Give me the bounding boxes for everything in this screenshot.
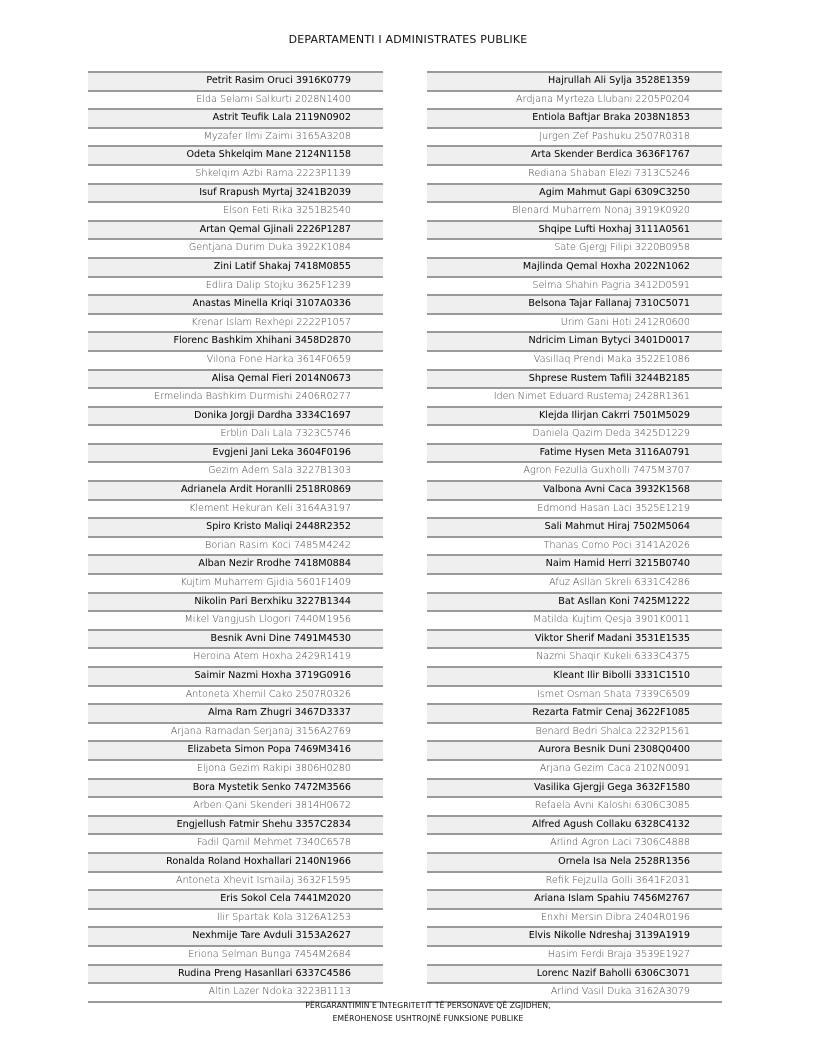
page-header: DEPARTAMENTI I ADMINISTRATES PUBLIKE — [288, 33, 528, 46]
name-entry: Altin Lazer Ndoka 3223B1113 — [88, 982, 383, 1003]
name-entry: Blenard Muharrem Nonaj 3919K0920 — [427, 201, 722, 220]
name-entry: Shqipe Lufti Hoxhaj 3111A0561 — [427, 220, 722, 239]
name-entry: Ardjana Myrteza Llubani 2205P0204 — [427, 90, 722, 109]
name-entry: Afuz Asllan Skreli 6331C4286 — [427, 573, 722, 592]
name-entry: Adrianela Ardit Horanlli 2518R0869 — [88, 480, 383, 499]
name-entry: Vilona Fone Harka 3614F0659 — [88, 350, 383, 369]
name-entry: Alisa Qemal Fieri 2014N0673 — [88, 369, 383, 388]
name-entry: Fadil Qamil Mehmet 7340C6578 — [88, 833, 383, 852]
left-name-column — [88, 71, 383, 1003]
name-entry: Entiola Baftjar Braka 2038N1853 — [427, 108, 722, 127]
name-entry: Kujtim Muharrem Gjidia 5601F1409 — [88, 573, 383, 592]
name-entry: Agron Fezulla Guxholli 7475M3707 — [427, 461, 722, 480]
name-entry: Sali Mahmut Hiraj 7502M5064 — [427, 517, 722, 536]
name-entry: Aurora Besnik Duni 2308Q0400 — [427, 740, 722, 759]
name-entry: Ornela Isa Nela 2528R1356 — [427, 852, 722, 871]
name-entry: Belsona Tajar Fallanaj 7310C5071 — [427, 294, 722, 313]
name-entry: Majlinda Qemal Hoxha 2022N1062 — [427, 257, 722, 276]
name-entry: Isuf Rrapush Myrtaj 3241B2039 — [88, 183, 383, 202]
name-entry: Anastas Minella Kriqi 3107A0336 — [88, 294, 383, 313]
name-entry: Arjana Ramadan Serjanaj 3156A2769 — [88, 722, 383, 741]
name-entry: Agim Mahmut Gapi 6309C3250 — [427, 183, 722, 202]
name-entry: Elda Selami Salkurti 2028N1400 — [88, 90, 383, 109]
name-entry: Klejda Ilirjan Cakrri 7501M5029 — [427, 406, 722, 425]
name-entry: Borian Rasim Koci 7485M4242 — [88, 536, 383, 555]
name-entry: Heroina Atem Hoxha 2429R1419 — [88, 647, 383, 666]
name-entry: Astrit Teufik Lala 2119N0902 — [88, 108, 383, 127]
name-entry: Edmond Hasan Laci 3525E1219 — [427, 499, 722, 518]
name-entry: Bat Asllan Koni 7425M1222 — [427, 592, 722, 611]
name-entry: Krenar Islam Rexhepi 2222P1057 — [88, 313, 383, 332]
name-entry: Viktor Sherif Madani 3531E1535 — [427, 629, 722, 648]
name-entry: Gentjana Durim Duka 3922K1084 — [88, 238, 383, 257]
name-entry: Iden Nimet Eduard Rustemaj 2428R1361 — [427, 387, 722, 406]
name-entry: Spiro Kristo Maliqi 2448R2352 — [88, 517, 383, 536]
name-entry: Enxhi Mersin Dibra 2404R0196 — [427, 908, 722, 927]
name-entry: Besnik Avni Dine 7491M4530 — [88, 629, 383, 648]
name-entry: Matilda Kujtim Qesja 3901K0011 — [427, 610, 722, 629]
name-entry: Elvis Nikolle Ndreshaj 3139A1919 — [427, 926, 722, 945]
name-entry: Elson Feti Rika 3251B2540 — [88, 201, 383, 220]
name-entry: Naim Hamid Herri 3215B0740 — [427, 554, 722, 573]
name-entry: Antoneta Xhemil Cako 2507R0326 — [88, 685, 383, 704]
name-entry: Rediana Shaban Elezi 7313C5246 — [427, 164, 722, 183]
name-entry: Arta Skender Berdica 3636F1767 — [427, 145, 722, 164]
name-entry: Benard Bedri Shalca 2232P1561 — [427, 722, 722, 741]
name-entry: Selma Shahin Pagria 3412D0591 — [427, 276, 722, 295]
footer-line-2: EMËROHENOSE USHTROJNË FUNKSIONE PUBLIKE — [332, 1014, 524, 1023]
name-entry: Arjana Gezim Caca 2102N0091 — [427, 759, 722, 778]
name-entry: Klement Hekuran Keli 3164A3197 — [88, 499, 383, 518]
name-entry: Bora Mystetik Senko 7472M3566 — [88, 778, 383, 797]
name-entry: Petrit Rasim Oruci 3916K0779 — [88, 71, 383, 90]
name-entry: Erblin Dali Lala 7323C5746 — [88, 424, 383, 443]
name-entry: Fatime Hysen Meta 3116A0791 — [427, 443, 722, 462]
name-entry: Elizabeta Simon Popa 7469M3416 — [88, 740, 383, 759]
name-entry: Eriona Selman Bunga 7454M2684 — [88, 945, 383, 964]
name-entry: Vasilika Gjergji Gega 3632F1580 — [427, 778, 722, 797]
name-entry: Alban Nezir Rrodhe 7418M0884 — [88, 554, 383, 573]
name-entry: Nexhmije Tare Avduli 3153A2627 — [88, 926, 383, 945]
name-entry: Jurgen Zef Pashuku 2507R0318 — [427, 127, 722, 146]
name-entry: Ilir Spartak Kola 3126A1253 — [88, 908, 383, 927]
name-entry: Gezim Adem Sala 3227B1303 — [88, 461, 383, 480]
name-entry: Arlind Vasil Duka 3162A3079 — [427, 982, 722, 1003]
name-entry: Valbona Avni Caca 3932K1568 — [427, 480, 722, 499]
name-entry: Lorenc Nazif Baholli 6306C3071 — [427, 964, 722, 983]
name-entry: Eljona Gezim Rakipi 3806H0280 — [88, 759, 383, 778]
name-entry: Antoneta Xhevit Ismailaj 3632F1595 — [88, 871, 383, 890]
name-entry: Zini Latif Shakaj 7418M0855 — [88, 257, 383, 276]
name-entry: Arben Qani Skenderi 3814H0672 — [88, 796, 383, 815]
name-entry: Ermelinda Bashkim Durmishi 2406R0277 — [88, 387, 383, 406]
name-entry: Thanas Como Poci 3141A2026 — [427, 536, 722, 555]
name-entry: Nikolin Pari Berxhiku 3227B1344 — [88, 592, 383, 611]
name-entry: Alfred Agush Collaku 6328C4132 — [427, 815, 722, 834]
name-entry: Ronalda Roland Hoxhallari 2140N1966 — [88, 852, 383, 871]
name-entry: Ismet Osman Shata 7339C6509 — [427, 685, 722, 704]
name-entry: Daniela Qazim Deda 3425D1229 — [427, 424, 722, 443]
name-entry: Artan Qemal Gjinali 2226P1287 — [88, 220, 383, 239]
name-entry: Florenc Bashkim Xhihani 3458D2870 — [88, 331, 383, 350]
footer-line-1: PËRGARANTIMIN E INTEGRITETIT TË PERSONAVE QË ZGJIDHEN, — [305, 1001, 551, 1010]
name-entry: Shprese Rustem Tafili 3244B2185 — [427, 369, 722, 388]
name-entry: Refik Fejzulla Golli 3641F2031 — [427, 871, 722, 890]
name-entry: Urim Gani Hoti 2412R0600 — [427, 313, 722, 332]
name-entry: Sate Gjergj Filipi 3220B0958 — [427, 238, 722, 257]
name-entry: Nazmi Shaqir Kukeli 6333C4375 — [427, 647, 722, 666]
name-entry: Eris Sokol Cela 7441M2020 — [88, 889, 383, 908]
name-entry: Alma Ram Zhugri 3467D3337 — [88, 703, 383, 722]
name-entry: Refaela Avni Kaloshi 6306C3085 — [427, 796, 722, 815]
name-entry: Shkelqim Azbi Rama 2223P1139 — [88, 164, 383, 183]
name-entry: Engjellush Fatmir Shehu 3357C2834 — [88, 815, 383, 834]
name-entry: Rezarta Fatmir Cenaj 3622F1085 — [427, 703, 722, 722]
name-entry: Hajrullah Ali Sylja 3528E1359 — [427, 71, 722, 90]
name-entry: Saimir Nazmi Hoxha 3719G0916 — [88, 666, 383, 685]
name-entry: Ariana Islam Spahiu 7456M2767 — [427, 889, 722, 908]
name-entry: Edlira Dalip Stojku 3625F1239 — [88, 276, 383, 295]
name-entry: Kleant Ilir Bibolli 3331C1510 — [427, 666, 722, 685]
name-entry: Mikel Vangjush Llogori 7440M1956 — [88, 610, 383, 629]
name-entry: Arlind Agron Laci 7306C4888 — [427, 833, 722, 852]
right-name-column — [427, 71, 722, 1003]
page-footer — [0, 999, 816, 1025]
name-entry: Ndricim Liman Bytyci 3401D0017 — [427, 331, 722, 350]
name-entry: Rudina Preng Hasanllari 6337C4586 — [88, 964, 383, 983]
name-entry: Evgjeni Jani Leka 3604F0196 — [88, 443, 383, 462]
name-entry: Hasim Ferdi Braja 3539E1927 — [427, 945, 722, 964]
name-entry: Odeta Shkelqim Mane 2124N1158 — [88, 145, 383, 164]
name-entry: Vasillaq Prendi Maka 3522E1086 — [427, 350, 722, 369]
name-entry: Myzafer Ilmi Zaimi 3165A3208 — [88, 127, 383, 146]
name-entry: Donika Jorgji Dardha 3334C1697 — [88, 406, 383, 425]
